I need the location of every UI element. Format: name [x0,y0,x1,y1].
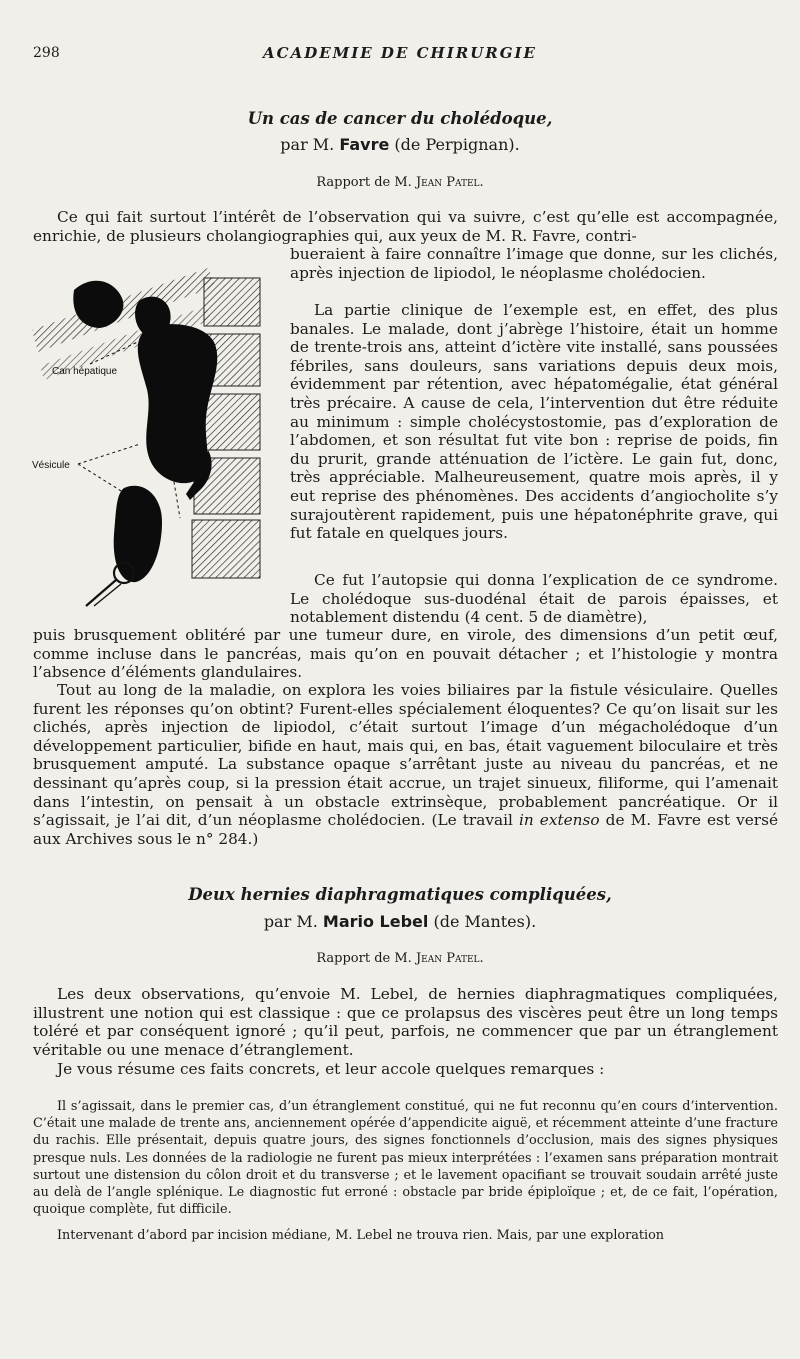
article1-paragraph-2: La partie clinique de l’exemple est, en effet, des plus banales. Le malade, dont j’abrège l’histoire, était un homme de trente-trois ans, atteint d’ictère vite installé, sans poussées fébriles, sans douleurs, sans variations depuis deux mois, évidemment par rétention, avec hépatomégalie, état général très précaire. A cause de cela, l’intervention dut être réduite au minimum : simple cholécystostomie, pas d’exploration de l’abdomen, et son résultat fut vite bon : reprise de poids, fin du prurit, grande atténuation de l’ictère. Le gain fut, donc, très appréciable. Malheureusement, quatre mois après, il y eut reprise des phénomènes. Des accidents d’angiocholite s’y surajoutèrent rapidement, puis une hépatonéphrite grave, qui fut fatale en quelques jours. [290,301,778,543]
paragraph-4-text: Tout au long de la maladie, on explora les voies biliaires par la fistule vésiculaire. Quelles furent les réponses qu’on obtint? Furent-elles spécialement éloquentes? Ce qu’on lisait sur les clichés, après injection de lipiodol, c’était surtout l’image d’un mégacholédoque d’un développement particulier, bifide en haut, mais qui, en bas, était vaguement biloculaire et très brusquement amputé. La substance opaque s’arrêtant juste au niveau du pancréas, et ne dessinant qu’après coup, si la pression était accrue, un trajet sinueux, filiforme, qui l’amenait dans l’intestin, on pensait à un obstacle extrinsèque, probablement pancréatique. Or il s’agissait, je l’ai dit, d’un néoplasme cholédocien. (Le travail [33,681,778,830]
rapporteur-name: Jean Patel. [415,175,484,190]
page-number: 298 [33,45,60,61]
article1-paragraph-3-side: Ce fut l’autopsie qui donna l’explication de ce syndrome. Le cholédoque sus-duodénal était de parois épaisses, et notablement distendu (4 cent. 5 de diamètre), [290,571,778,627]
article2-case-paragraph-2: Intervenant d’abord par incision médiane, M. Lebel ne trouva rien. Mais, par une exploration [57,1228,665,1243]
label-pointer [78,444,140,464]
article1-paragraph-1-side: bueraient à faire connaître l’image que donne, sur les clichés, après injection de lipiodol, le néoplasme cholédocien. [290,245,778,282]
gallbladder-opacity [114,486,162,582]
article1-paragraph-1-top: Ce qui fait surtout l’intérêt de l’observation qui va suivre, c’est qu’elle est accompagnée, enrichie, de plusieurs cholangiographies qui, aux yeux de M. R. Favre, contri- [33,208,778,245]
article2-case-paragraph-1: Il s’agissait, dans le premier cas, d’un étranglement constitué, qui ne fut reconnu qu’en cours d’intervention. C’était une malade de trente ans, anciennement opérée d’appendicite aiguë, et récemment atteinte d’une fracture du rachis. Elle présentait, depuis quatre jours, des signes fonctionnels d’occlusion, mais des signes physiques presque nuls. Les données de la radiologie ne furent pas mieux interprétées : l’examen sans préparation montrait surtout une distension du côlon droit et du transverse ; et le lavement opacifiant se trouvait soudain arrêté juste au delà de l’angle splénique. Le diagnostic fut erroné : obstacle par bride épiploïque ; et, de ce fait, l’opération, quoique complète, fut difficile. [33,1099,778,1218]
author-name: Favre [339,135,390,154]
vertebra-block [204,278,260,326]
label-pointer [78,464,126,494]
article1-paragraph-4 [33,681,778,848]
author-name: Mario Lebel [322,912,429,931]
label-gallbladder: Vésicule [32,460,70,471]
article2-byline [0,912,800,931]
drain-tube-line [86,580,116,606]
vertebra-block [192,520,260,578]
article1-paragraph-3-full: puis brusquement oblitéré par une tumeur dure, en virole, des dimensions d’un petit œuf, comme incluse dans le pancréas, mais qu’on en pouvait détacher ; et l’histologie y montra l’absence d’éléments glandulaires. [33,626,778,682]
rapport-prefix: Rapport de M. [316,951,416,966]
article1-byline [0,135,800,154]
cholangiography-figure [30,268,268,608]
byline-suffix: (de Mantes). [428,912,537,931]
byline-prefix: par M. [263,912,323,931]
article1-rapport [0,175,800,190]
rapport-prefix: Rapport de M. [316,175,416,190]
byline-prefix: par M. [280,135,340,154]
paragraph-4-italic: in extenso [518,811,600,830]
paragraph-4-end: de M. Favre est versé aux Archives sous le n° 284.) [33,811,779,848]
article2-paragraph-2: Je vous résume ces faits concrets, et leur accole quelques remarques : [57,1060,605,1078]
article2-title: Deux hernies diaphragmatiques compliquées, [188,885,612,904]
rapporteur-name: Jean Patel. [415,951,484,966]
dilated-common-bile-duct [138,324,217,483]
article2-paragraph-1: Les deux observations, qu’envoie M. Lebel, de hernies diaphragmatiques compliquées, illustrent une notion qui est classique : que ce prolapsus des viscères peut être un long temps toléré et par conséquent ignoré ; qu’il peut, parfois, ne commencer que par un étranglement véritable ou une menace d’étranglement. [33,985,778,1059]
article2-rapport [0,951,800,966]
byline-suffix: (de Perpignan). [389,135,520,154]
article1-title: Un cas de cancer du cholédoque, [247,109,553,128]
running-title: ACADEMIE DE CHIRURGIE [263,44,537,62]
label-hepatic-duct: Can hépatique [52,366,118,377]
